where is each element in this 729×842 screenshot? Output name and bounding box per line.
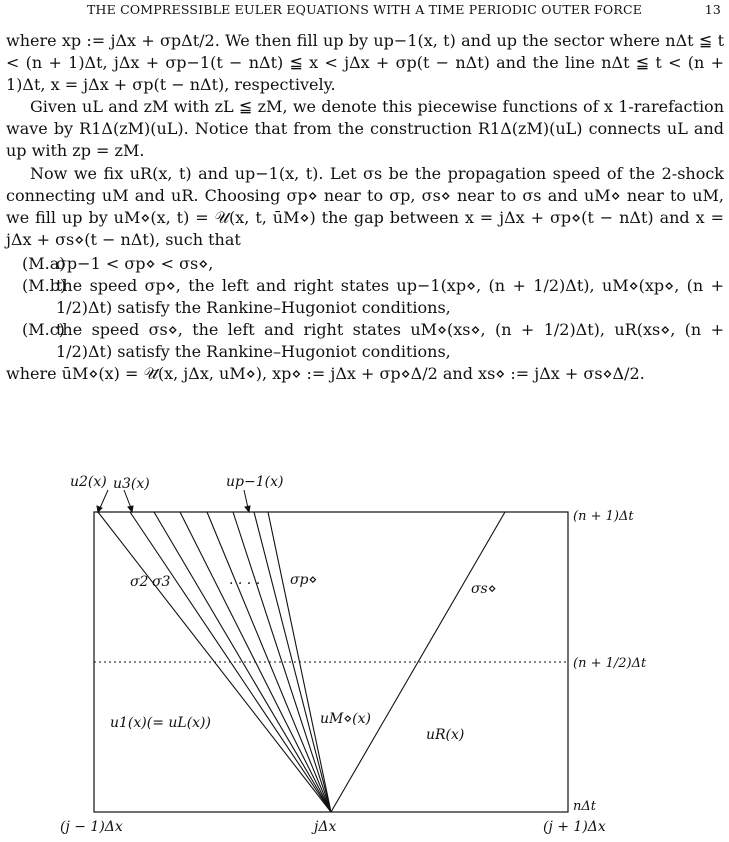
- label-dots: . . . .: [229, 572, 261, 588]
- label-sigma-2: σ2: [130, 574, 149, 590]
- paragraph-1: where xp := jΔx + σpΔt/2. We then fill up by up−1(x, t) and up the sector where nΔt ≦ t < (n + 1)Δt, jΔx + σp−1(t − nΔt) ≦ x < jΔx + σp(t − nΔt) and the line nΔt ≦ t < (n + 1)Δt, x = jΔx + σp(t − nΔt), respectively.: [6, 31, 724, 95]
- label-sigma-p: σp⋄: [290, 572, 318, 588]
- label-x-left: (j − 1)Δx: [60, 819, 123, 835]
- page-number: 13: [704, 2, 721, 17]
- wave-diagram: [0, 460, 729, 842]
- condition-label: (M.b): [22, 276, 67, 296]
- condition-list: [6, 253, 724, 363]
- condition-text: the speed σp⋄, the left and right states up−1(xp⋄, (n + 1/2)Δt), uM⋄(xp⋄, (n + 1/2)Δt) satisfy the Rankine–Hugoniot conditions,: [56, 276, 724, 318]
- label-time-bottom: nΔt: [573, 799, 596, 814]
- label-x-right: (j + 1)Δx: [543, 819, 606, 835]
- label-sigma-3: σ3: [152, 574, 171, 590]
- label-arrows: [97, 490, 250, 512]
- condition-text: the speed σs⋄, the left and right states uM⋄(xs⋄, (n + 1/2)Δt), uR(xs⋄, (n + 1/2)Δt) satisfy the Rankine–Hugoniot conditions,: [56, 320, 724, 362]
- running-header: [0, 2, 729, 17]
- label-x-center: jΔx: [314, 819, 337, 835]
- condition-text: σp−1 < σp⋄ < σs⋄,: [56, 253, 214, 273]
- closing-line: where ūM⋄(x) = 𝒰̄(x, jΔx, uM⋄), xp⋄ := jΔx + σp⋄Δ/2 and xs⋄ := jΔx + σs⋄Δ/2.: [6, 364, 645, 384]
- label-uM: uM⋄(x): [320, 711, 371, 727]
- rarefaction-fan: [98, 512, 331, 812]
- label-time-top: (n + 1)Δt: [573, 509, 634, 524]
- label-time-mid: (n + 1/2)Δt: [573, 656, 647, 671]
- label-up-minus-1: up−1(x): [226, 474, 284, 490]
- label-uR: uR(x): [426, 727, 465, 743]
- paragraph-3: Now we fix uR(x, t) and up−1(x, t). Let σs be the propagation speed of the 2-shock connecting uM and uR. Choosing σp⋄ near to σp, σs⋄ near to σs and uM⋄ near to uM, we fill up by uM⋄(x, t) = 𝒰(x, t, ūM⋄) the gap between x = jΔx + σp⋄(t − nΔt) and x = jΔx + σs⋄(t − nΔt), such that: [6, 163, 724, 249]
- condition-label: (M.c): [22, 320, 65, 340]
- condition-label: (M.a): [22, 253, 66, 273]
- label-sigma-s: σs⋄: [471, 581, 497, 597]
- label-u1: u1(x)(= uL(x)): [110, 715, 211, 731]
- shock-line: [331, 512, 505, 812]
- condition-item: [6, 275, 724, 319]
- body-text: [6, 30, 724, 386]
- paragraph-2: Given uL and zM with zL ≦ zM, we denote this piecewise functions of x 1-rarefaction wave by R1Δ(zM)(uL). Notice that from the construction R1Δ(zM)(uL) connects uL and up with zp = zM.: [6, 97, 724, 161]
- label-u2: u2(x): [70, 474, 107, 490]
- condition-item: [6, 319, 724, 363]
- condition-item: [6, 253, 724, 275]
- label-u3: u3(x): [113, 476, 150, 492]
- running-title: THE COMPRESSIBLE EULER EQUATIONS WITH A TIME PERIODIC OUTER FORCE: [86, 2, 643, 17]
